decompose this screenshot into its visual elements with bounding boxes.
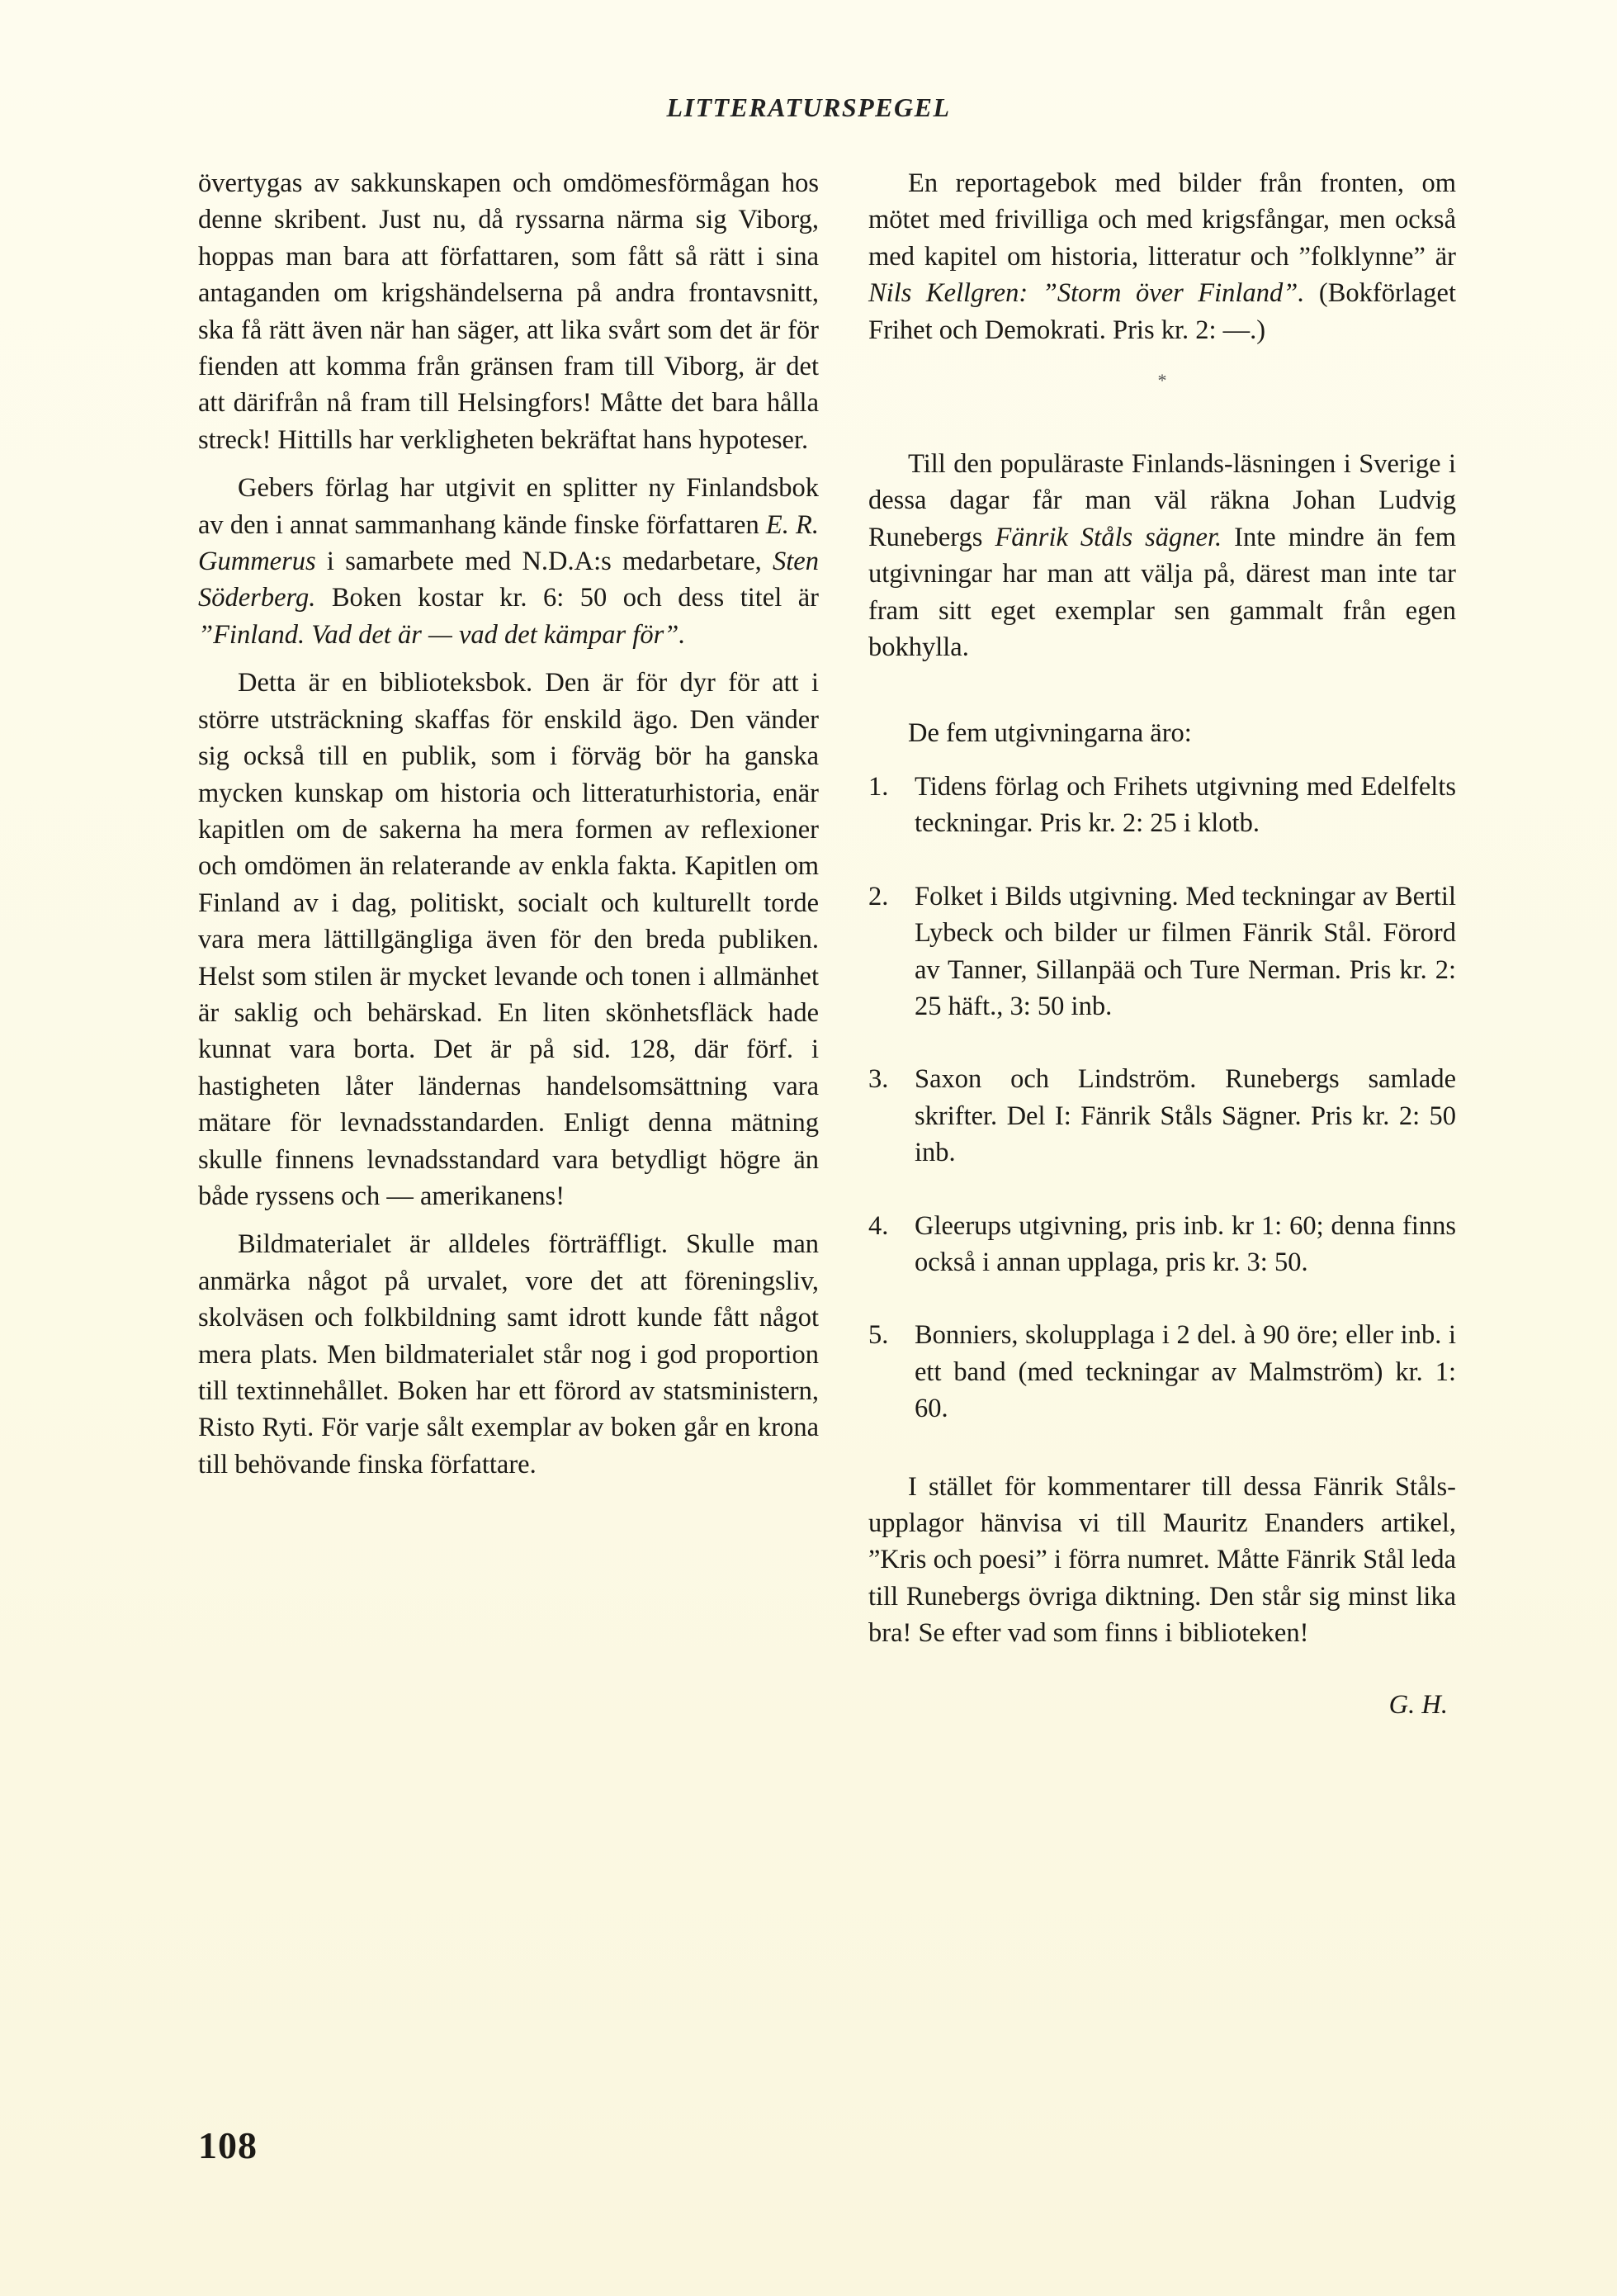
book-title: ”Finland. Vad det är — vad det kämpar för”.	[198, 619, 686, 650]
text-run: Boken kostar kr. 6: 50 och dess titel är	[315, 583, 819, 613]
list-text: Saxon och Lindström. Runebergs samlade skrifter. Del I: Fänrik Ståls Sägner. Pris kr. 2: 50 inb.	[915, 1064, 1456, 1168]
paragraph-closing: I stället för kommentarer till dessa Fänrik Ståls-upplagor hänvisa vi till Mauritz Enanders artikel, ”Kris och poesi” i förra numret. Måtte Fänrik Stål leda till Runebergs övriga diktning. Den står sig minst lika bra! Se efter vad som finns i biblioteken!	[868, 1471, 1456, 1649]
editions-list	[868, 769, 1456, 1427]
paragraph-library-book: Detta är en biblioteksbok. Den är för dyr för att i större utsträckning skaffas för enskild ägo. Den vänder sig också till en publik, som i förväg bör ha ganska mycken kunskap om historia och litteraturhistoria, enär kapitlen om de sakerna ha mera formen av reflexioner och omdömen än relaterande av enkla fakta. Kapitlen om Finland av i dag, politiskt, socialt och kulturellt torde vara mera lättillgängliga även för den breda publiken. Helst som stilen är mycket levande och tonen i allmänhet är saklig och behärskad. En liten skönhetsfläck hade kunnat vara borta. Det är på sid. 128, där förf. i hastigheten låter ländernas handelsomsättning vara mätare för levnadsstandarden. Enligt denna mätning skulle finnens levnadsstandard vara betydligt högre än både ryssens och — amerikanens!	[198, 668, 819, 1211]
text-run: Inte mindre än fem utgivningar har man att välja på, därest man inte tar fram sitt eget exemplar sen gammalt från egen bokhylla.	[868, 522, 1456, 663]
book-title: Fänrik Ståls sägner.	[995, 522, 1222, 552]
text-run: (Bokförlaget Frihet och Demokrati. Pris kr. 2: —.)	[868, 278, 1456, 345]
list-number: 5.	[868, 1320, 889, 1351]
coauthor-name: Sten Söderberg.	[198, 547, 819, 613]
text-run: En reportagebok med bilder från fronten, om mötet med frivilliga och med krigsfångar, men också med kapitel om historia, litteratur och ”folklynne” är	[868, 168, 1456, 272]
paragraph-continuation: övertygas av sakkunskapen och omdömesförmågan hos denne skribent. Just nu, då ryssarna närma sig Viborg, hoppas man bara att författaren, som fått så rätt i sina antaganden om krigshändelserna på andra frontavsnitt, ska få rätt även när han säger, att lika svårt som det är för fienden att komma från gränsen fram till Viborg, är det att därifrån nå fram till Helsingfors! Måtte det bara hålla streck! Hittills har verkligheten bekräftat hans hypoteser.	[198, 168, 819, 455]
paragraph-gummerus-review	[198, 470, 819, 653]
list-number: 1.	[868, 771, 889, 802]
list-text: Gleerups utgivning, pris inb. kr 1: 60; denna finns också i annan upplaga, pris kr. 3: 50.	[915, 1210, 1456, 1277]
paragraph-illustrations: Bildmaterialet är alldeles förträffligt. Skulle man anmärka något på urvalet, vore det att föreningsliv, skolväsen och folkbildning samt idrott kunde fått något mera plats. Men bildmaterialet står nog i god proportion till textinnehållet. Boken har ett förord av statsministern, Risto Ryti. För varje sålt exemplar av boken går en krona till behövande finska författare.	[198, 1229, 819, 1479]
text-run: Gebers förlag har utgivit en splitter ny Finlandsbok av den i annat sammanhang kände finske författaren	[198, 473, 819, 540]
list-item	[868, 1061, 1456, 1171]
list-number: 3.	[868, 1064, 889, 1095]
right-column	[868, 165, 1456, 1723]
running-title: LITTERATURSPEGEL	[666, 92, 951, 122]
author-name: E. R. Gummerus	[198, 509, 819, 577]
left-column	[198, 165, 819, 1483]
list-item	[868, 1208, 1456, 1281]
asterisk-separator: *	[1157, 370, 1167, 391]
list-item	[868, 769, 1456, 842]
text-run: i samarbete med N.D.A:s medarbetare,	[315, 547, 773, 577]
paragraph-runeberg	[868, 446, 1456, 665]
paragraph-kellgren	[868, 165, 1456, 348]
list-text: Tidens förlag och Frihets utgivning med Edelfelts teckningar. Pris kr. 2: 25 i klotb.	[915, 771, 1456, 839]
editions-intro: De fem utgivningarna äro:	[908, 718, 1192, 749]
list-text: Bonniers, skolupplaga i 2 del. à 90 öre; eller inb. i ett band (med teckningar av Malmström) kr. 1: 60.	[915, 1320, 1456, 1424]
page-number: 108	[198, 2124, 258, 2166]
author-signature: G. H.	[1388, 1689, 1448, 1720]
list-item	[868, 1317, 1456, 1427]
list-text: Folket i Bilds utgivning. Med teckningar av Bertil Lybeck och bilder ur filmen Fänrik Stål. Förord av Tanner, Sillanpää och Ture Nerman. Pris kr. 2: 25 häft., 3: 50 inb.	[915, 881, 1456, 1021]
text-run: Till den populäraste Finlands-läsningen i Sverige i dessa dagar får man väl räkna Johan Ludvig Runebergs	[868, 449, 1456, 552]
list-item	[868, 878, 1456, 1025]
list-number: 4.	[868, 1210, 889, 1241]
list-number: 2.	[868, 881, 889, 911]
book-title: Nils Kellgren: ”Storm över Finland”.	[868, 278, 1305, 309]
